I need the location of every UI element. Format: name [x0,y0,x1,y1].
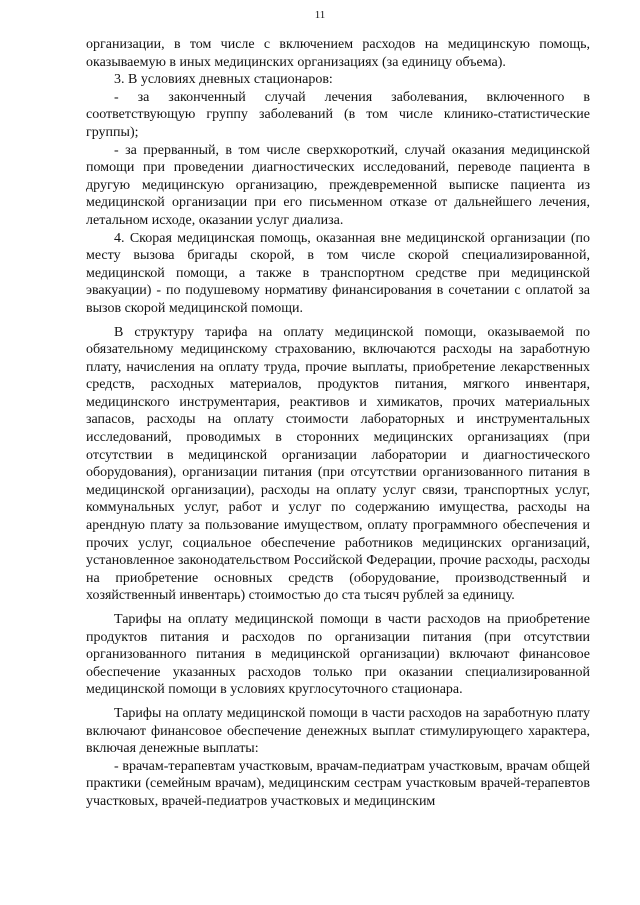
paragraph-continuation: организации, в том числе с включением расходов на медицинскую помощь, оказываемую в иных медицинских организациях (за единицу объема). [86,37,590,70]
paragraph-day-hospital-heading: 3. В условиях дневных стационаров: [114,72,333,88]
paragraph-interrupted-case: - за прерванный, в том числе сверхкороткий, случай оказания медицинской помощи при проведении диагностических исследований, переводе пациента в другую медицинскую организацию, преждевременной выписке пациента из медицинской организации при его письменном отказе от дальнейшего лечения, летальном исходе, оказании услуг диализа. [86,142,590,228]
document-body [86,36,590,811]
paragraph-payments-list: - врачам-терапевтам участковым, врачам-педиатрам участковым, врачам общей практики (семейным врачам), медицинским сестрам участковым врачей-терапевтов участковых, врачей-педиатров участковых и медицинским [86,758,590,809]
paragraph-nutrition-tariffs: Тарифы на оплату медицинской помощи в части расходов на приобретение продуктов питания и расходов по организации питания (при отсутствии организованного питания в медицинской организации) включают финансовое обеспечение указанных расходов только при оказании специализированной медицинской помощи в условиях круглосуточного стационара. [86,612,590,698]
paragraph-completed-case: - за законченный случай лечения заболевания, включенного в соответствующую группу заболеваний (в том числе клинико-статистические группы); [86,89,590,140]
paragraph-tariff-structure: В структуру тарифа на оплату медицинской помощи, оказываемой по обязательному медицинскому страхованию, включаются расходы на заработную плату, начисления на оплату труда, прочие выплаты, приобретение лекарственных средств, расходных материалов, продуктов питания, мягкого инвентаря, медицинского инструментария, реактивов и химикатов, прочих материальных запасов, расходы на оплату стоимости лабораторных и инструментальных исследований, проводимых в сторонних медицинских организациях (при отсутствии в медицинской организации лаборатории и диагностического оборудования), организации питания (при отсутствии организованного питания в медицинской организации), расходы на оплату услуг связи, транспортных услуг, коммунальных услуг, работ и услуг по содержанию имущества, расходы на арендную плату за пользование имуществом, оплату программного обеспечения и прочих услуг, социальное обеспечение работников медицинских организаций, установленное законодательством Российской Федерации, прочие расходы, расходы на приобретение основных средств (оборудование, производственный и хозяйственный инвентарь) стоимостью до ста тысяч рублей за единицу. [86,324,590,604]
paragraph-salary-tariffs: Тарифы на оплату медицинской помощи в части расходов на заработную плату включают финансовое обеспечение денежных выплат стимулирующего характера, включая денежные выплаты: [86,705,590,757]
paragraph-emergency-care: 4. Скорая медицинская помощь, оказанная вне медицинской организации (по месту вызова бригады скорой, в том числе скорой специализированной, медицинской помощи, а также в транспортном средстве при медицинской эвакуации) - по подушевому нормативу финансирования в сочетании с оплатой за вызов скорой медицинской помощи. [86,230,590,316]
page-number: 11 [314,9,326,21]
